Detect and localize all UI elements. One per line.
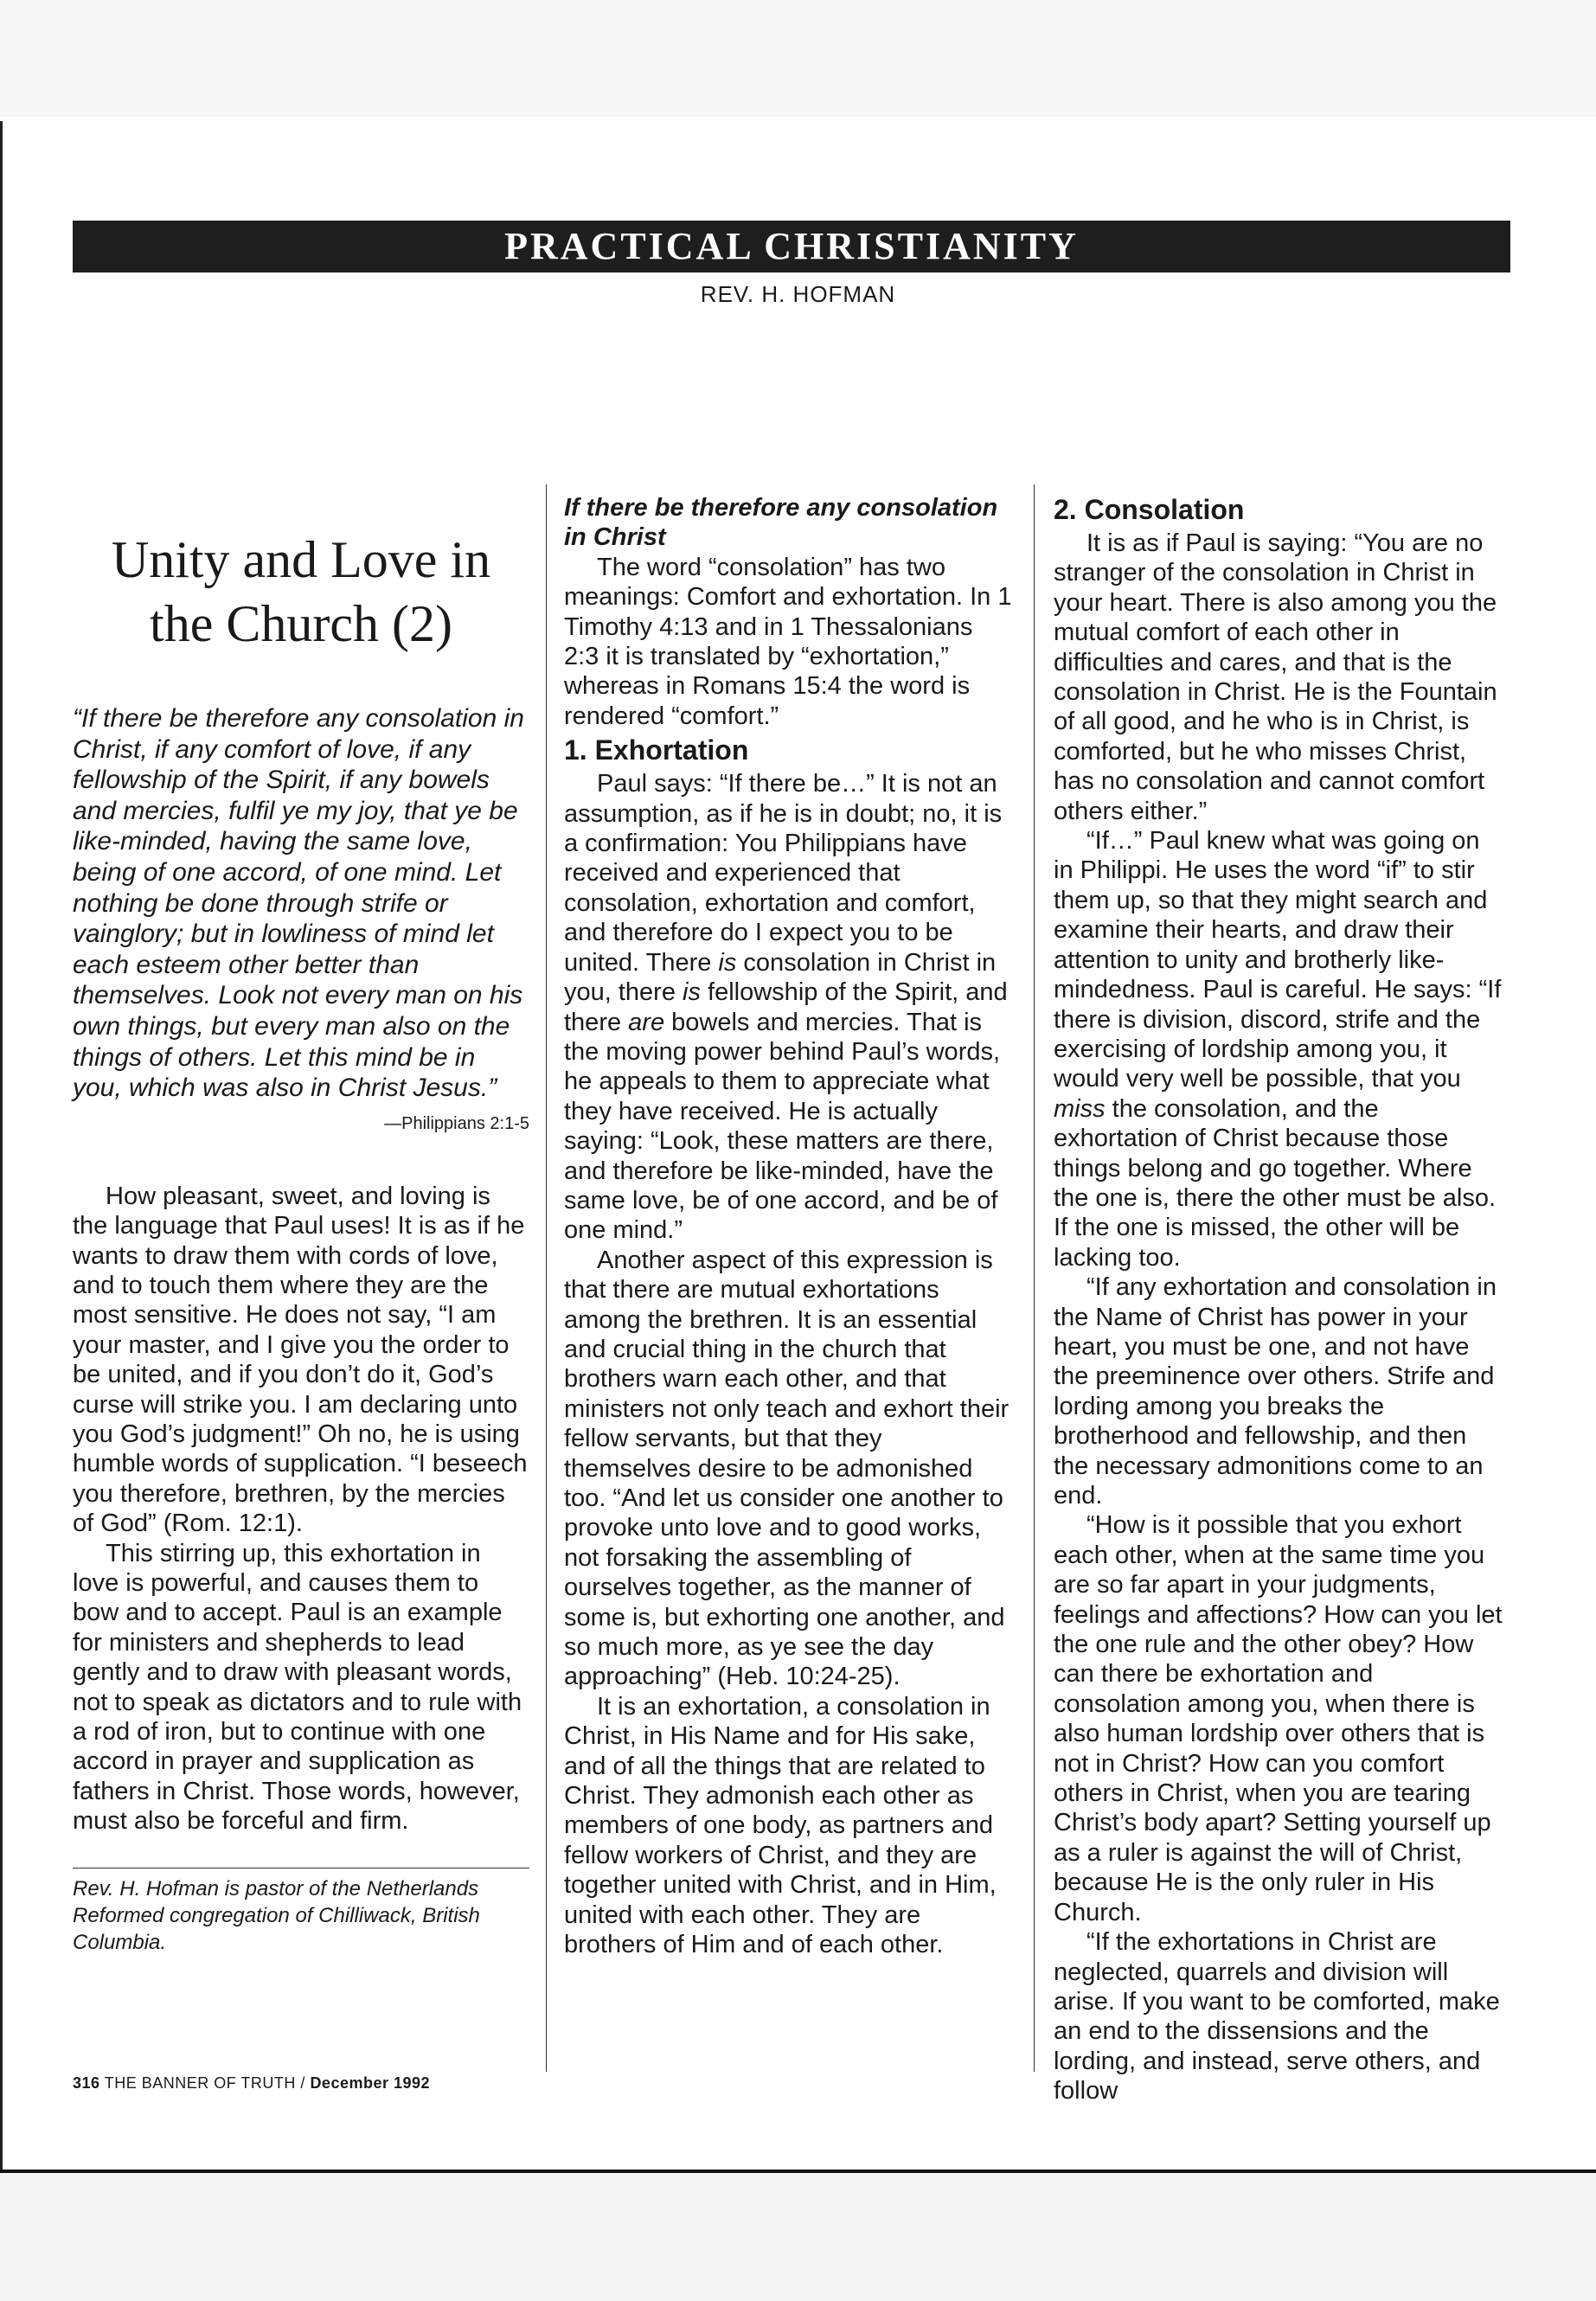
page-footer: [73, 2074, 430, 2093]
magazine-name: THE BANNER OF TRUTH /: [104, 2074, 305, 2092]
page-bottom-margin: [0, 2173, 1596, 2301]
text-run: fellowship of the Spirit, and there: [564, 978, 1008, 1036]
text-run: consolation in Christ in you, there: [564, 948, 997, 1007]
body-paragraph: How pleasant, sweet, and loving is the language that Paul uses! It is as if he wants to draw them with cords of love, and to touch them where they are the most sensitive. He does not say, “I am your master, and I give you the order to be united, and if you don’t do it, God’s curse will strike you. I am declaring unto you God’s judgment!” Oh no, he is using humble words of supplication. “I beseech you therefore, brethren, by the mercies of God” (Rom. 12:1).: [73, 1182, 528, 1538]
page-left-edge: [0, 121, 3, 2258]
body-paragraph: It is an exhortation, a consolation in Christ, in His Name and for His sake, and of all the things that are related to Christ. They admonish each other as members of one body, as partners and fellow workers of Christ, and they are together united with Christ, and in Him, united with each other. They are brothers of Him and of each other.: [564, 1692, 997, 1959]
emphasis: is: [683, 978, 701, 1007]
body-paragraph: This stirring up, this exhortation in love is powerful, and causes them to bow and to accept. Paul is an example for ministers and shepherds to lead gently and to draw with pleasant words, not to speak as dictators and to rule with a rod of iron, but to continue with one accord in prayer and supplication as fathers in Christ. Those words, however, must also be forceful and firm.: [73, 1539, 522, 1836]
section-title: PRACTICAL CHRISTIANITY: [504, 225, 1079, 267]
column-1: [73, 519, 529, 1956]
body-paragraph: [1054, 826, 1503, 1272]
epigraph: “If there be therefore any consolation in Christ, if any comfort of love, if any fellowship of the Spirit, if any bowels and mercies, fulfil ye my joy, that ye be like-minded, having the same love, being of one accord, of one mind. Let nothing be done through strife or vainglory; but in lowliness of mind let each esteem other better than themselves. Look not every man on his own things, but every man also on the things of others. Let this mind be in you, which was also in Christ Jesus.”: [73, 704, 524, 1103]
author-byline: REV. H. HOFMAN: [700, 281, 896, 307]
page-top-margin: [0, 0, 1596, 117]
column-divider: [1034, 484, 1035, 2072]
author-note-rule: [73, 1868, 529, 1956]
text-run: Paul says: “If there be…” It is not an assumption, as if he is in doubt; no, it is a confirmation: You Philippians have received and experienced that consolation, exhortation and comfort, and therefore do I expect you to be united. There: [564, 770, 1003, 977]
text-run: the consolation, and the exhortation of Christ because those things belong and go together. Where the one is, there the other must be also. If the one is missed, the other will be lacking too.: [1054, 1094, 1497, 1272]
body-paragraph: “If any exhortation and consolation in the Name of Christ has power in your heart, you must be one, and not have the preeminence over others. Strife and lording among you breaks the brotherhood and fellowship, and then the necessary admonitions come to an end.: [1054, 1273, 1497, 1509]
body-paragraph: The word “consolation” has two meanings: Comfort and exhortation. In 1 Timothy 4:13 and in 1 Thessalonians 2:3 it is translated by “exhortation,” whereas in Romans 15:4 the word is rendered “comfort.”: [564, 553, 1012, 730]
body-paragraph: “If the exhortations in Christ are neglected, quarrels and division will arise. If you want to be comforted, make an end to the dissensions and the lording, and instead, serve others, and follow: [1054, 1928, 1500, 2106]
author-note: Rev. H. Hofman is pastor of the Netherlands Reformed congregation of Chilliwack, British Columbia.: [73, 1876, 480, 1954]
emphasis: is: [718, 948, 737, 977]
body-paragraph: Another aspect of this expression is that there are mutual exhortations among the brethren. It is an essential and crucial thing in the church that brothers warn each other, and that ministers not only teach and exhort their fellow servants, but that they themselves desire to be admonished too. “And let us consider one another to provoke unto love and to good works, not forsaking the assembling of ourselves together, as the manner of some is, but exhorting one another, and so much more, as ye see the day approaching” (Heb. 10:24-25).: [564, 1246, 1010, 1691]
body-paragraph: “How is it possible that you exhort each other, when at the same time you are so far apart in your judgments, feelings and affections? How can you let the one rule and the other obey? How can there be exhortation and consolation among you, when there is also human lordship over others that is not in Christ? How can you comfort others in Christ, when you are tearing Christ’s body apart? Setting yourself up as a ruler is against the will of Christ, because He is the only ruler in His Church.: [1054, 1511, 1503, 1926]
column-2: [564, 493, 1014, 1960]
page-number: 316: [73, 2074, 100, 2092]
article-title-line: Unity and Love in: [111, 531, 491, 588]
emphasis: miss: [1054, 1094, 1106, 1123]
subheading: If there be therefore any consolation in Christ: [564, 494, 998, 552]
emphasis: are: [628, 1008, 665, 1036]
section-header-bar: [73, 221, 1510, 272]
issue-date: December 1992: [310, 2074, 431, 2092]
article-title: [73, 528, 529, 656]
column-divider: [546, 484, 547, 2072]
text-run: “If…” Paul knew what was going on in Philippi. He uses the word “if” to stir them up, so that they might search and examine their hearts, and draw their attention to unity and brotherly like-mindedness. Paul is careful. He says: “If there is division, discord, strife and the exercising of lordship among you, it would very well be possible, that you: [1054, 827, 1502, 1093]
article-title-line: the Church (2): [150, 595, 452, 652]
section-heading-consolation: 2. Consolation: [1054, 494, 1245, 525]
body-paragraph: It is as if Paul is saying: “You are no stranger of the consolation in Christ in your heart. There is also among you the mutual comfort of each other in difficulties and cares, and that is the consolation in Christ. He is the Fountain of all good, and he who is in Christ, is comforted, but he who misses Christ, has no consolation and cannot comfort others either.”: [1054, 529, 1497, 825]
section-heading-exhortation: 1. Exhortation: [564, 734, 749, 766]
body-paragraph: [564, 769, 1014, 1246]
text-run: bowels and mercies. That is the moving power behind Paul’s words, he appeals to them to appreciate what they have received. He is actually saying: “Look, these matters are there, and therefore be like-minded, have the same love, be of one accord, and be of one mind.”: [564, 1008, 1001, 1245]
epigraph-reference: —Philippians 2:1-5: [384, 1113, 529, 1133]
column-3: [1054, 490, 1503, 2106]
